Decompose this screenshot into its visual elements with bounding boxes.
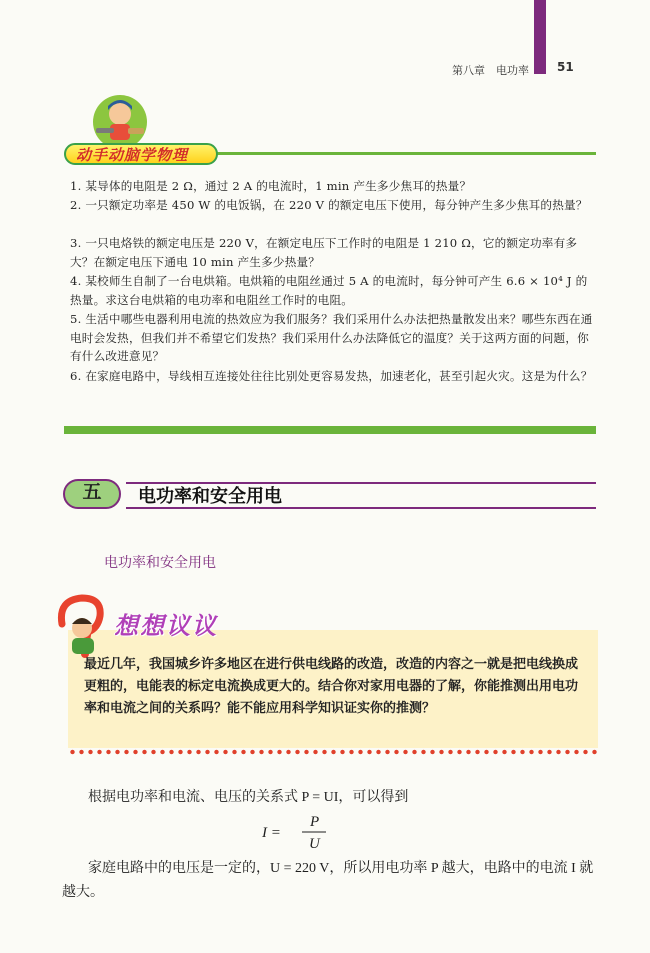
section-number: 五 bbox=[82, 481, 102, 503]
header-accent-bar bbox=[534, 0, 546, 74]
discussion-dotted-border bbox=[68, 748, 598, 756]
thinking-student-icon bbox=[52, 594, 122, 660]
activity-bottom-bar bbox=[64, 426, 596, 434]
student-tools-icon bbox=[90, 92, 150, 148]
formula-denominator: U bbox=[309, 836, 320, 852]
question-6: 6. 在家庭电路中，导线相互连接处往往比别处更容易发热，加速老化，甚至引起火灾。这是为什么？ bbox=[70, 369, 593, 383]
page-number: 51 bbox=[557, 60, 574, 74]
body-paragraph-1: 根据电功率和电流、电压的关系式 P = UI，可以得到 bbox=[88, 790, 409, 805]
discussion-title: 想想议议 bbox=[114, 612, 218, 640]
question-1: 1. 某导体的电阻是 2 Ω，通过 2 A 的电流时，1 min 产生多少焦耳的热量？ bbox=[70, 179, 472, 193]
question-2: 2. 一只额定功率是 450 W 的电饭锅，在 220 V 的额定电压下使用，每分钟产生多少焦耳的热量？ bbox=[70, 198, 588, 212]
question-3: 3. 一只电烙铁的额定电压是 220 V，在额定电压下工作时的电阻是 1 210 Ω，它的额定功率有多大？在额定电压下通电 10 min 产生多少热量？ bbox=[70, 236, 578, 269]
discussion-text: 最近几年，我国城乡许多地区在进行供电线路的改造，改造的内容之一就是把电线换成更粗的，电能表的标定电流换成更大的。结合你对家用电器的了解，你能推测出用电功率和电流之间的关系吗？能不能应用科学知识证实你的推测？ bbox=[84, 657, 579, 716]
chapter-title: 第八章 电功率 bbox=[452, 64, 529, 77]
formula-numerator: P bbox=[310, 814, 320, 830]
section-title: 电功率和安全用电 bbox=[138, 486, 282, 507]
subheading: 电功率和安全用电 bbox=[104, 555, 216, 571]
formula-lhs: I = bbox=[262, 825, 281, 841]
question-5: 5. 生活中哪些电器利用电流的热效应为我们服务？我们采用什么办法把热量散发出来？哪些东西在通电时会发热，但我们并不希望它们发热？我们采用什么办法降低它的温度？关于这两方面的问题，你有什么改进意见？ bbox=[70, 312, 593, 364]
formula-i-equals-p-over-u bbox=[260, 812, 340, 852]
question-4: 4. 某校师生自制了一台电烘箱。电烘箱的电阻丝通过 5 A 的电流时，每分钟可产生 6.6 × 10⁴ J 的热量。求这台电烘箱的电功率和电阻丝工作时的电阻。 bbox=[70, 274, 588, 307]
activity-title: 动手动脑学物理 bbox=[76, 146, 189, 164]
body-paragraph-2: 家庭电路中的电压是一定的，U = 220 V，所以用电功率 P 越大，电路中的电流 I 就越大。 bbox=[62, 861, 594, 900]
